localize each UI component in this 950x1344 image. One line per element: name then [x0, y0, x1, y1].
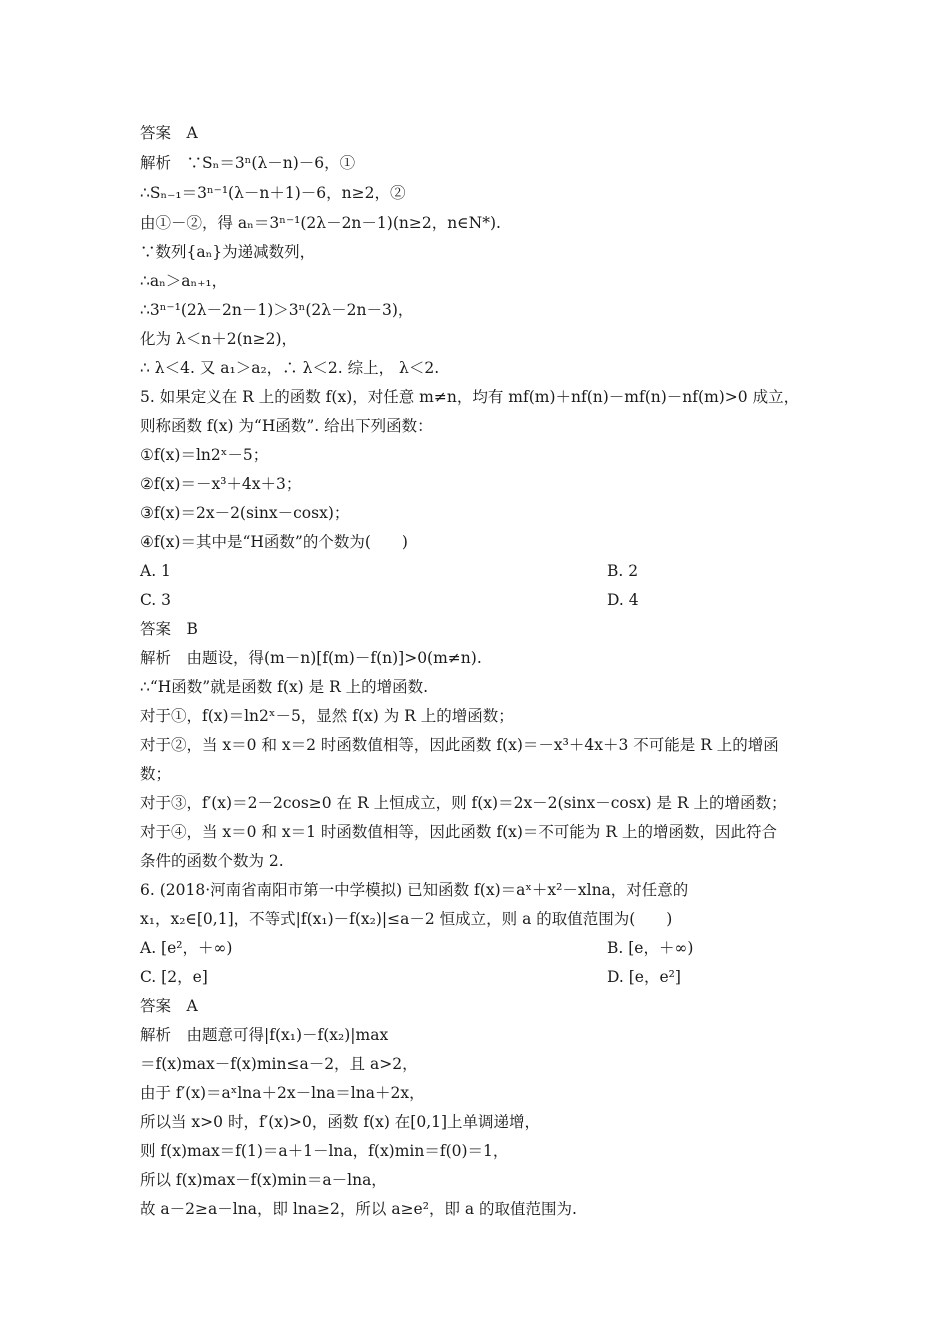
text-line: ∴ λ＜4. 又 a₁＞a₂，∴ λ＜2. 综上， λ＜2.: [140, 359, 440, 377]
function-item: ④f(x)＝其中是“H函数”的个数为( ): [140, 533, 408, 551]
text-line: ∴aₙ＞aₙ₊₁，: [140, 272, 228, 290]
option-a: A. 1: [140, 562, 171, 580]
option-c: C. 3: [140, 591, 172, 609]
answer-line: 答案 B: [140, 620, 198, 638]
option-b: B. 2: [607, 562, 639, 580]
text-line: 对于①，f(x)＝ln2ˣ－5，显然 f(x) 为 R 上的增函数；: [140, 707, 514, 725]
text-line: 对于③，f′(x)＝2－2cos≥0 在 R 上恒成立，则 f(x)＝2x－2(sinx－cosx) 是 R 上的增函数；: [140, 794, 787, 812]
text-line: 数；: [140, 765, 172, 783]
text-line: 条件的函数个数为 2.: [140, 852, 284, 870]
answer-line: 答案 A: [140, 997, 198, 1015]
option-a: A. [e²，＋∞): [140, 939, 233, 957]
question-5-line: 则称函数 f(x) 为“H函数”. 给出下列函数：: [140, 417, 433, 435]
answer-line: 答案 A: [140, 124, 198, 142]
q6-options-row: [140, 938, 820, 958]
text-line: ∵数列{aₙ}为递减数列，: [140, 243, 316, 261]
question-5-line: 5. 如果定义在 R 上的函数 f(x)，对任意 m≠n，均有 mf(m)＋nf(n)－mf(n)－nf(m)>0 成立，: [140, 388, 800, 406]
option-b: B. [e，＋∞): [607, 939, 694, 957]
text-line: 对于④，当 x＝0 和 x＝1 时函数值相等，因此函数 f(x)＝不可能为 R 上的增函数，因此符合: [140, 823, 777, 841]
text-line: 所以当 x>0 时，f′(x)>0，函数 f(x) 在[0,1]上单调递增，: [140, 1113, 541, 1131]
question-6-line: 6. (2018·河南省南阳市第一中学模拟) 已知函数 f(x)＝aˣ＋x²－xlna，对任意的: [140, 881, 689, 899]
text-line: ∴“H函数”就是函数 f(x) 是 R 上的增函数.: [140, 678, 429, 696]
question-6-line: x₁，x₂∈[0,1]，不等式|f(x₁)－f(x₂)|≤a－2 恒成立，则 a 的取值范围为( ): [140, 910, 673, 928]
text-line: 由①－②，得 aₙ＝3ⁿ⁻¹(2λ－2n－1)(n≥2，n∈N*).: [140, 214, 501, 232]
q5-options-row: [140, 590, 820, 610]
text-line: ∴Sₙ₋₁＝3ⁿ⁻¹(λ－n＋1)－6，n≥2，②: [140, 184, 406, 202]
text-line: 故 a－2≥a－lna，即 lna≥2，所以 a≥e²，即 a 的取值范围为.: [140, 1200, 577, 1218]
text-line: 由于 f′(x)＝aˣlna＋2x－lna＝lna＋2x，: [140, 1084, 425, 1102]
q6-options-row: [140, 967, 820, 987]
option-c: C. [2，e]: [140, 968, 208, 986]
text-line: 则 f(x)max＝f(1)＝a＋1－lna，f(x)min＝f(0)＝1，: [140, 1142, 509, 1160]
q5-options-row: [140, 561, 820, 581]
analysis-line: 解析 由题设，得(m－n)[f(m)－f(n)]>0(m≠n).: [140, 649, 482, 667]
function-item: ①f(x)＝ln2ˣ－5；: [140, 446, 269, 464]
analysis-line: 解析 ∵Sₙ＝3ⁿ(λ－n)－6，①: [140, 154, 356, 172]
option-d: D. 4: [607, 591, 639, 609]
function-item: ③f(x)＝2x－2(sinx－cosx)；: [140, 504, 350, 522]
function-item: ②f(x)＝－x³＋4x＋3；: [140, 475, 302, 493]
text-line: 所以 f(x)max－f(x)min＝a－lna，: [140, 1171, 387, 1189]
text-line: 化为 λ＜n＋2(n≥2)，: [140, 330, 298, 348]
option-d: D. [e，e²]: [607, 968, 681, 986]
text-line: 对于②，当 x＝0 和 x＝2 时函数值相等，因此函数 f(x)＝－x³＋4x＋3 不可能是 R 上的增函: [140, 736, 779, 754]
text-line: ＝f(x)max－f(x)min≤a－2，且 a>2，: [140, 1055, 418, 1073]
text-line: ∴3ⁿ⁻¹(2λ－2n－1)＞3ⁿ(2λ－2n－3)，: [140, 301, 414, 319]
analysis-line: 解析 由题意可得|f(x₁)－f(x₂)|max: [140, 1026, 389, 1044]
